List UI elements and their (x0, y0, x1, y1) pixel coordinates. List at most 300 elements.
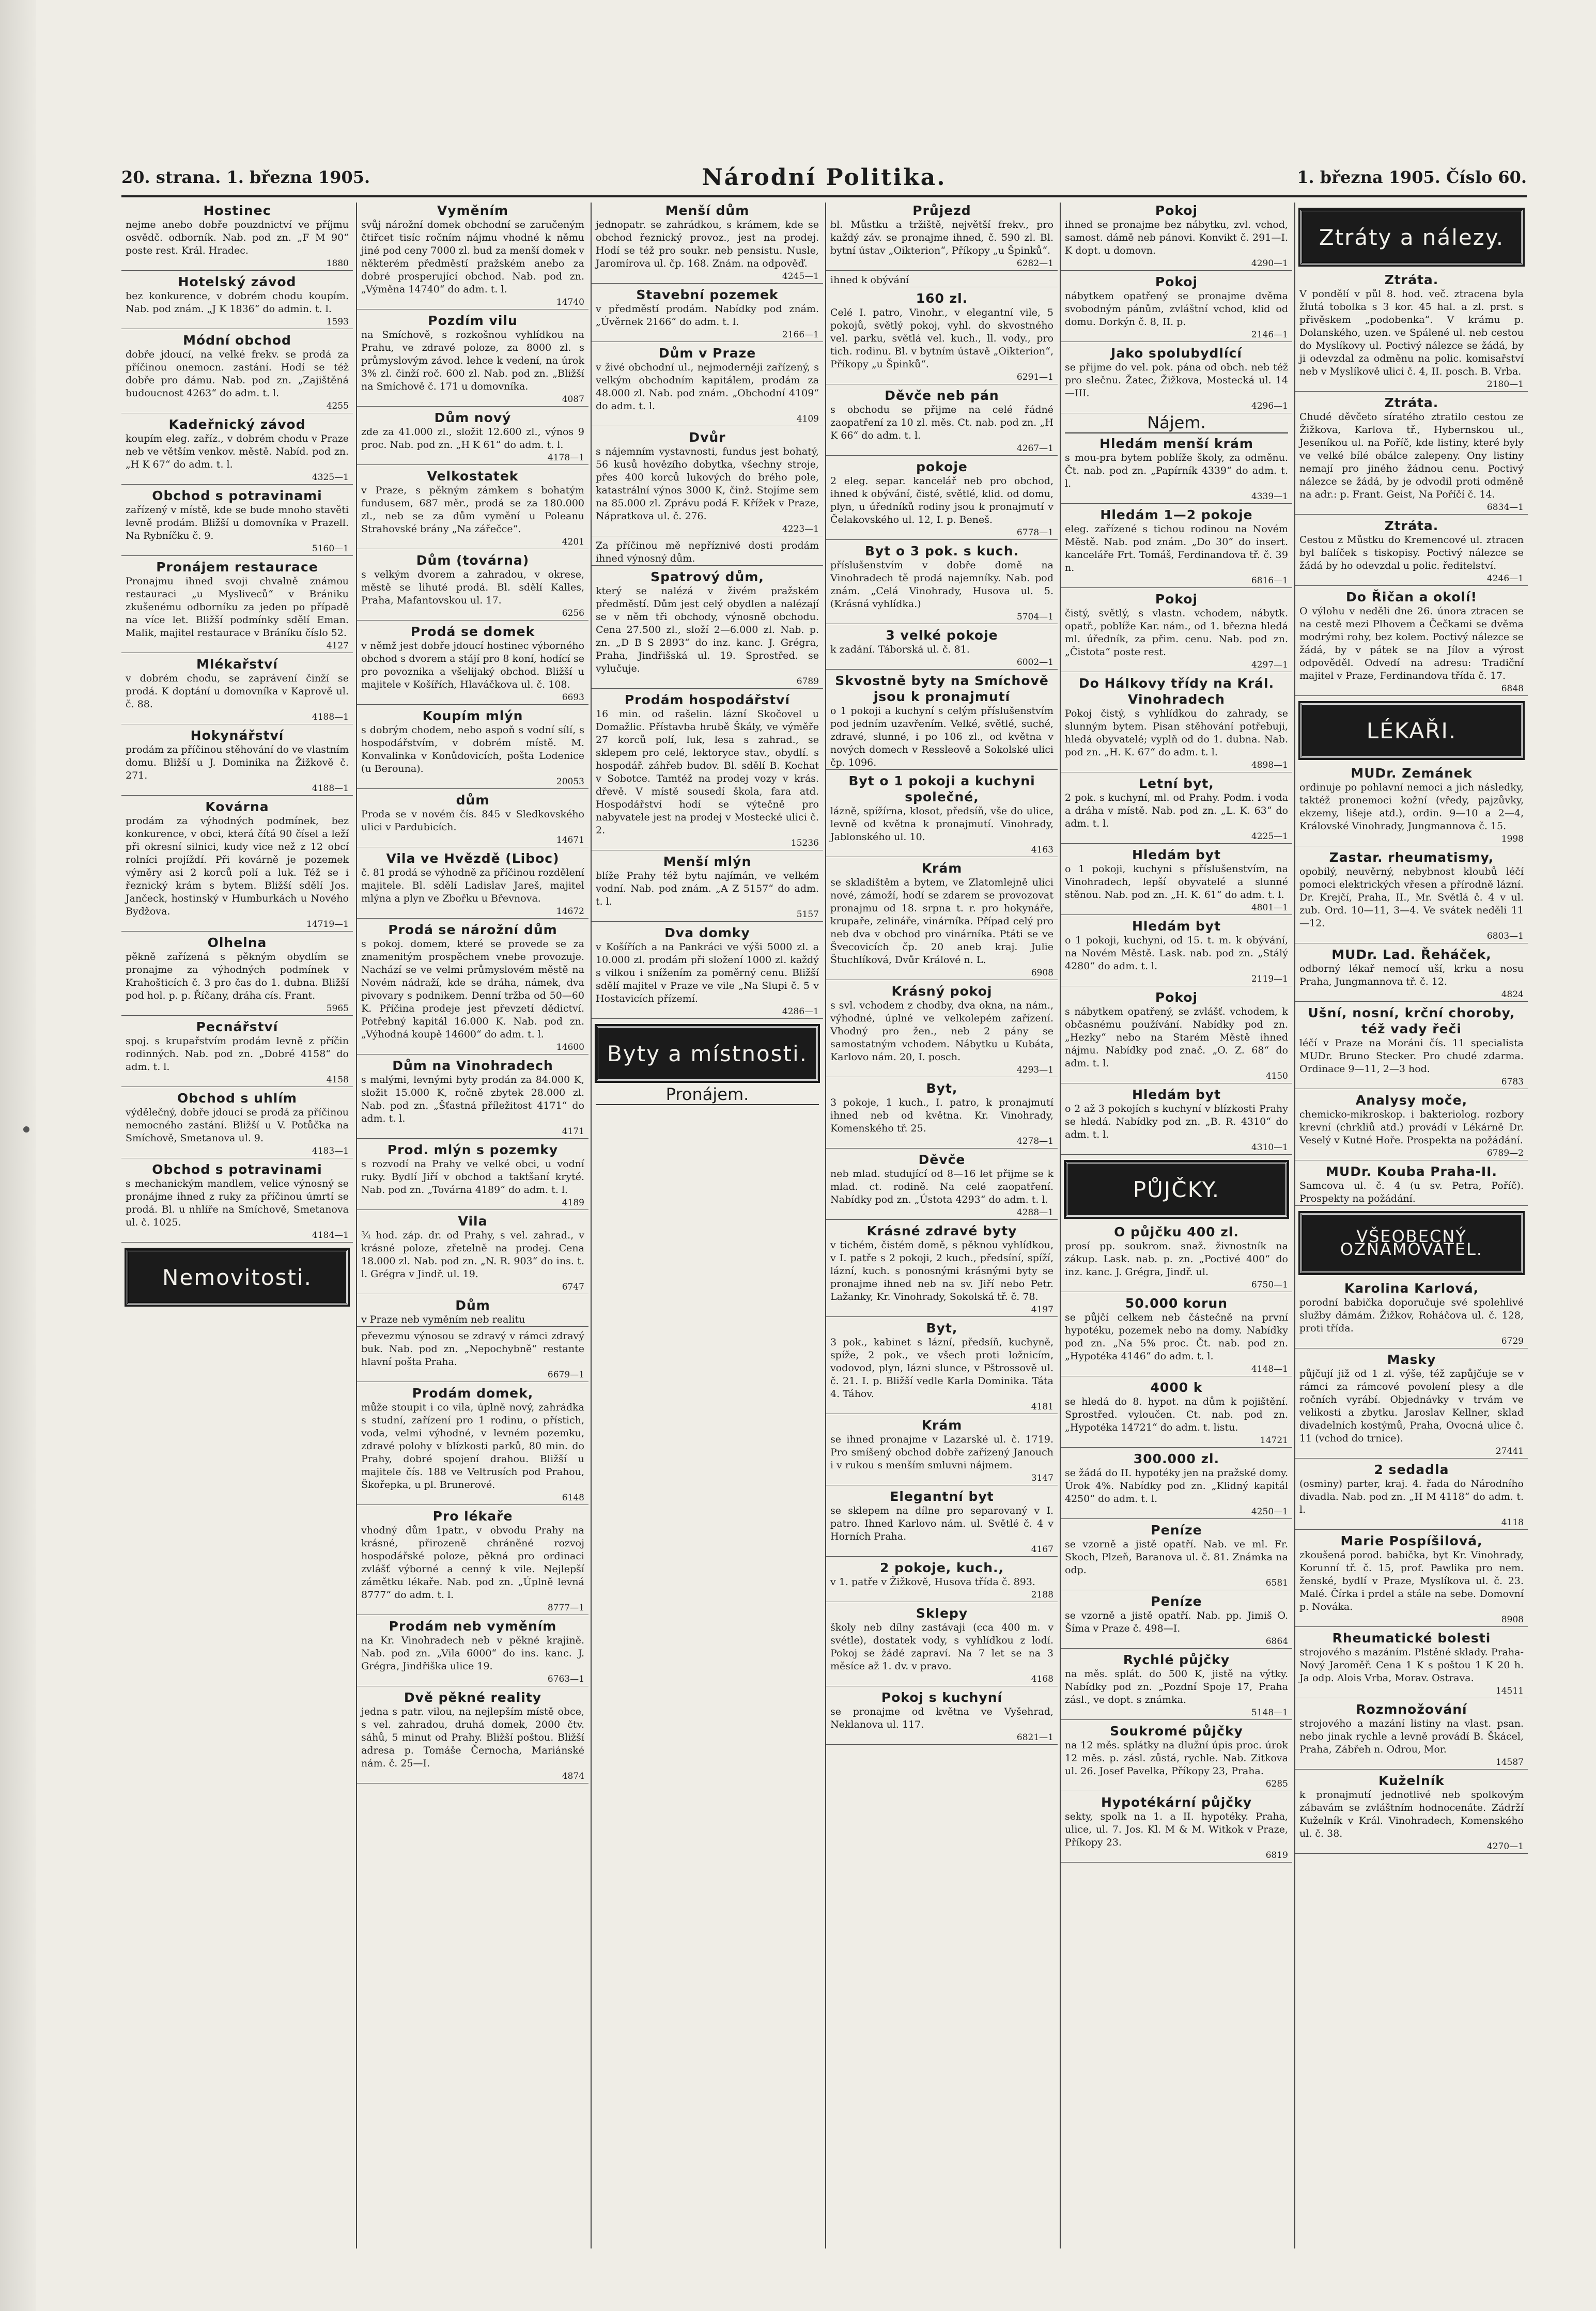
ad-text: zde za 41.000 zl., složit 12.600 zl., výnos 9 proc. Nab. pod zn. „H K 61“ do adm. t. l. (361, 426, 584, 451)
ad-text: se skladištěm a bytem, ve Zlatomlejně ulici nové, zámoží, hodí se zdarem se provozovat pronajmu od 18. srpna t. r. pro hokynáře, krupaře, zelináře, vinárníka. Případ celý pro neb dva v obchod pro vinárníka. Ptáti se ve Švecovicích čp. 20 aneb kraj. Julie Štuchlíková, Dvůr Králové n. L. (830, 877, 1053, 966)
ad-text: Celé I. patro, Vinohr., v elegantní vile, 5 pokojů, světlý pokoj, vyhl. do skvostného vel. parku, světlá vel. kuch., ll. vody., pro tich. rodinu. Bl. v bytním ústavě „Oikterion“, Příkopy „u Špinků“. (830, 307, 1053, 370)
ad-number: 6679—1 (547, 1370, 584, 1380)
ad-number: 6581 (1265, 1578, 1288, 1588)
section-byty: Byty a místnosti. (597, 1026, 818, 1081)
ad-number: 6821—1 (1016, 1732, 1053, 1743)
column-4 (825, 203, 1058, 2248)
ad-heading: Hledám byt (1132, 1087, 1221, 1102)
ads-col-6b (1295, 765, 1528, 1206)
ad-heading: Hledám menší krám (1099, 436, 1253, 451)
ad-number: 14511 (1495, 1686, 1524, 1696)
ad-text: v tichém, čistém domě, s pěknou vyhlídkou, v I. patře s 2 pokoji, 2 kuch., předsíní, spíží, lázní, kuch. s ponosnými krásnými byty se pronajme ihned neb na sv. Jiří nebo Petr. Lažanky, Kr. Vinohrady, Sokolská tř. č. 78. (830, 1239, 1053, 1302)
ad-number: 15236 (791, 838, 819, 848)
ad-heading: Mlékařství (196, 657, 278, 672)
classified-ad (1295, 765, 1528, 846)
ad-heading: Hledám 1—2 pokoje (1100, 507, 1253, 522)
ad-text: se hledá do 8. hypot. na dům k pojištění. Sprostřed. vyloučen. Ct. nab. pod zn. „Hypotéka 14721“ do adm. t. listu. (1065, 1396, 1288, 1433)
classified-ad (592, 692, 823, 850)
ad-text: nejme anebo dobře pouzdnictví ve příjmu osvědč. odborník. Nab. pod zn. „F M 90“ poste rest. Král. Hradec. (126, 219, 349, 256)
ad-heading: Dům (továrna) (416, 553, 530, 568)
classified-ad (1295, 395, 1528, 515)
ad-heading: Jako spolubydlící (1111, 346, 1242, 361)
section-pujcky: PŮJČKY. (1066, 1162, 1287, 1217)
classified-ad (1295, 1701, 1528, 1770)
ad-heading: pokoje (916, 459, 968, 474)
ad-text: školy neb dílny zastávaji (cca 400 m. v svétle), dostatek vody, s vyhlídkou z lodí. Pokoj se žádé zapraví. Na 7 let se na 3 měsíce až 1. dv. v pravo. (830, 1622, 1053, 1672)
ad-heading: Dům v Praze (658, 346, 756, 361)
ad-number: 6256 (562, 608, 584, 618)
ad-text: v Praze neb vyměním neb realitu (361, 1314, 525, 1325)
ad-number: 14671 (556, 835, 584, 845)
column-3 (591, 203, 823, 2248)
ad-text: Proda se v novém čís. 845 v Sledkovského ulici v Pardubicích. (361, 809, 584, 833)
ad-text: může stoupit i co vila, úplně nový, zahrádka s studní, zařízení pro 1 rodinu, o přístich, voda, velmi výhodné, v levném pozemku, zdravé polohy v blízkosti parků, 80 min. do Prahy, dobré spojení drahou. Bližší u majitele čís. 188 ve Veltrusích pod Prahou, Škořepka, u pl. Brunerové. (361, 1402, 584, 1491)
ad-heading: Průjezd (912, 203, 971, 218)
ads-col-1a (121, 203, 353, 1243)
ad-text: jednopatr. se zahrádkou, s krámem, kde se obchod řeznický provoz., jest na prodej. Hodí se též pro soukr. neb pensistu. Nusle, Jaromírova ul. čp. 168. Znám. na odpověď. (596, 219, 819, 269)
classified-ad (121, 416, 353, 485)
ad-heading: Ztráta. (1384, 395, 1439, 410)
ad-heading: Krám (921, 861, 963, 876)
classified-ad (121, 559, 353, 653)
header-date-left: 20. strana. 1. března 1905. (121, 167, 370, 187)
classified-ad (357, 792, 588, 847)
classified-ad (121, 1161, 353, 1243)
ad-number: 4297—1 (1251, 660, 1288, 670)
ad-number: 6864 (1265, 1636, 1288, 1647)
ad-number: 8777—1 (547, 1603, 584, 1613)
ad-number: 2180—1 (1486, 379, 1524, 390)
ad-number: 6803—1 (1486, 931, 1524, 941)
ad-number: 6693 (562, 692, 584, 703)
ad-number: 1880 (326, 258, 349, 269)
classified-ad (357, 1508, 588, 1615)
ad-text: s svl. vchodem z chodby, dva okna, na nám., výhodné, úplné ve velkolepém zařízení. Vhodný pro žen., neb 2 pány se samostatným vchodem. Nábytku u Kubáta, Karlovo nám. 20, I. posch. (830, 1000, 1053, 1063)
ad-heading: Peníze (1151, 1523, 1202, 1538)
section-lekari: LÉKAŘI. (1300, 703, 1523, 758)
ad-number: 4255 (326, 401, 349, 411)
ad-number: 6285 (1265, 1779, 1288, 1789)
ad-text: o 1 pokoji a kuchyní s celým příslušenstvím pod jedním uzavřením. Velké, světlé, suché, zdravé, slunné, i po 106 zl., od května v nových domech v Ressleově a Sokolské ulici čp. 1096. (830, 705, 1053, 768)
ad-number: 5160—1 (312, 544, 349, 554)
classified-ad (1295, 589, 1528, 696)
classified-ad (826, 459, 1058, 540)
ad-heading: Menší dům (665, 203, 750, 218)
ad-heading: Pokoj (1155, 990, 1198, 1005)
ad-heading: Ztráta. (1384, 518, 1439, 533)
classified-ad (826, 543, 1058, 624)
ad-heading: Pokoj (1155, 274, 1198, 289)
ad-number: 5148—1 (1251, 1708, 1288, 1718)
classified-ad (1061, 203, 1292, 271)
ad-number: 4339—1 (1251, 491, 1288, 502)
classified-ad (826, 1320, 1058, 1414)
ad-heading: Kadeřnický závod (168, 417, 306, 432)
ad-number: 4167 (1031, 1544, 1053, 1555)
ad-text: (osminy) parter, kraj. 4. řada do Národního divadla. Nab. pod zn. „H M 4118“ do adm. t. l. (1299, 1478, 1524, 1515)
classified-ad (1061, 989, 1292, 1083)
section-oznamovatel: VŠEOBECNÝ OZNAMOVATEL. (1300, 1213, 1523, 1273)
ad-text: spoj. s krupařstvím prodám levně z příčin rodinných. Nab. pod zn. „Dobré 4158“ do adm. t. l. (126, 1035, 349, 1073)
classified-ad (1061, 918, 1292, 986)
classified-ad (1295, 1773, 1528, 1854)
classified-ad (826, 387, 1058, 456)
ad-text: se vzorně a jistě opatří. Nab. ve ml. Fr. Skoch, Plzeň, Baranova ul. č. 81. Známka na odp. (1065, 1539, 1288, 1576)
classified-ad (826, 1689, 1058, 1745)
ad-heading: Byt, (926, 1081, 958, 1096)
ad-number: 4118 (1501, 1517, 1524, 1528)
ad-number: 4183—1 (312, 1146, 349, 1156)
classified-ad (1295, 272, 1528, 392)
binding-margin (0, 0, 36, 2311)
ad-number: 4293—1 (1016, 1065, 1053, 1075)
ad-text: porodní babička doporučuje své spolehlivé služby dámám. Žižkov, Roháčova ul. č. 128, proti třída. (1299, 1297, 1524, 1334)
ad-heading: Do Hálkovy třídy na Král. Vinohradech (1078, 676, 1275, 707)
ad-number: 5704—1 (1016, 612, 1053, 622)
ad-number: 2188 (1031, 1590, 1053, 1600)
ad-number: 4898—1 (1251, 760, 1288, 770)
ad-number: 14587 (1495, 1757, 1524, 1767)
ad-heading: Ztráta. (1384, 272, 1439, 287)
column-5 (1060, 203, 1292, 2248)
classified-ad (826, 1152, 1058, 1220)
classified-ad (1061, 345, 1292, 413)
ad-number: 4245—1 (782, 271, 819, 282)
ad-text: 3 pok., kabinet s lázní, předsíň, kuchyně, spíže, 2 pok., ve všech proti ložnicím, vodovod, plyn, lázni slunce, v Pštrossově ul. č. 21. I. p. Bližší vedle Karla Dominika. Táta 4. Táhov. (830, 1337, 1053, 1400)
ad-text: se vzorně a jistě opatří. Nab. pp. Jimiš O. Šíma v Praze č. 498—I. (1065, 1610, 1288, 1634)
classified-ad (357, 708, 588, 789)
ad-heading: Vyměním (437, 203, 509, 218)
ad-heading: Hledám byt (1132, 919, 1221, 934)
ad-number: 4290—1 (1251, 258, 1288, 269)
ad-text: se přijme do vel. pok. pána od obch. neb též pro slečnu. Žatec, Žižkova, Mostecká ul. 14—III. (1065, 362, 1288, 399)
classified-ad (592, 569, 823, 689)
ad-text: v dobrém chodu, se zaprávení činží se prodá. K doptání u domovníka v Kaprově ul. č. 88. (126, 673, 349, 710)
classified-ad (592, 345, 823, 426)
ad-text: výdělečný, dobře jdoucí se prodá za příčinou nemocného zastání. Bližší u V. Potůčka na Smíchově, Smetanova ul. 9. (126, 1107, 349, 1144)
ad-text: neb mlad. studující od 8—16 let přijme se k mlad. ct. rodině. Na celé zaopatření. Nabídky pod zn. „Ústota 4293“ do adm. t. l. (830, 1168, 1053, 1205)
ad-heading: O půjčku 400 zl. (1114, 1224, 1239, 1239)
classified-ad (826, 203, 1058, 271)
ad-heading: Peníze (1151, 1594, 1202, 1609)
classified-ad (826, 1488, 1058, 1557)
ad-number: 4087 (562, 394, 584, 405)
ads-col-5b (1061, 436, 1292, 1155)
classified-ad (1295, 1092, 1528, 1160)
classified-ad (1061, 1593, 1292, 1649)
ad-heading: Pokoj (1155, 203, 1198, 218)
ad-text: s dobrým chodem, nebo aspoň s vodní sílí, s hospodářstvím, v dobrém místě. M. Konvalinka v Konůdovicích, pošta Lodenice (u Berouna). (361, 724, 584, 774)
classified-ad (121, 799, 353, 932)
classified-ad (357, 624, 588, 705)
ad-number: 6819 (1265, 1850, 1288, 1860)
ad-text: Pronajmu ihned svoji chvalně známou restauraci „u Mysliveců“ v Brániku zkušenému odborníku za jeden po případě na více let. Bližší podmínky sdělí Eman. Malik, majitel restaurace v Bráníku číslo 52. (126, 576, 349, 639)
ad-number: 4197 (1031, 1305, 1053, 1315)
ad-number: 4250—1 (1251, 1507, 1288, 1517)
ad-text: který se nalézá v živém pražském předměstí. Dům jest celý obydlen a nalézají se v něm tři obchody, výnosně obchodu. Cena 27.500 zl., složí 2—6.000 zl. Nab. p. zn. „D B S 2893“ do inz. kanc. J. Grégra, Praha, Jindřišská ul. 19. Sprostřed. se vylučuje. (596, 585, 819, 674)
ad-heading: Obchod s potravinami (152, 488, 322, 503)
ad-number: 4189 (562, 1198, 584, 1208)
ad-text: s nájemním vystavnosti, fundus jest bohatý, 56 kusů hovězího dobytka, všechny stroje, přes 400 korců lukových do brého pole, katastrální výnos 3000 K, činž. Stojíme sem na 85.000 zl. Zprávu podá F. Křížek v Praze, Nápratkova ul. č. 276. (596, 446, 819, 522)
ad-heading: Pozdím vilu (428, 313, 518, 328)
ad-heading: Vila (458, 1214, 488, 1229)
ad-text: opobilý, neuvěrný, nebybnost kloubů léčí pomoci elektrických vřesen a přírodně lázní. Dr. Krejčí, Praha, II., Mr. Světlá č. 4 v ul. zub. Ord. 10—11, 3—4. Ve svátek neděli 11—12. (1299, 866, 1524, 929)
ad-heading: Sklepy (916, 1606, 968, 1621)
ad-text: Za příčinou mě nepříznivé dosti prodám ihned výnosný dům. (596, 540, 819, 564)
ad-text: se sklepem na dílne pro separovaný v I. patro. Ihned Karlovo nám. ul. Světlé č. 4 v Horních Praha. (830, 1505, 1053, 1542)
ad-text: půjčují již od 1 zl. výše, též zapůjčuje se v rámci za rámcové povolení plesy a dle ročních vyrábí. Objednávky v trvám ve velikosti a zbytku. Jaroslav Kellner, sklad divadelních kostýmů, Praha, Ovocná ulice č. 11 (vchod do trnice). (1299, 1368, 1524, 1444)
ad-text: s mechanickým mandlem, velice výnosný se pronájme ihned z ruky za příčinou úmrtí se prodá. Bl. u nhlíře na Smíchově, Smetanova ul. č. 1025. (126, 1178, 349, 1228)
ad-number: 6763—1 (547, 1674, 584, 1684)
classified-ad (1061, 775, 1292, 844)
ad-text: s rozvodí na Prahy ve velké obci, u vodní ruky. Bydlí Jiří v obchod a taktšaní kryté. Nab. pod zn. „Továrna 4189“ do adm. t. l. (361, 1158, 584, 1196)
ad-number: 4188—1 (312, 783, 349, 794)
ad-text: čistý, světlý, s vlastn. vchodem, nábytk. opatř., poblíže Kar. nám., od 1. března hledá ml. úředník, za přim. cenu. Nab. pod zn. „Čistota“ poste rest. (1065, 608, 1288, 658)
ad-number: 14740 (556, 297, 584, 307)
ad-text: Samcova ul. č. 4 (u sv. Petra, Poříč). Prospekty na požádání. (1299, 1180, 1524, 1204)
ad-heading: 3 velké pokoje (886, 628, 998, 643)
ad-number: 4188—1 (312, 712, 349, 722)
classified-ad (1061, 847, 1292, 915)
ad-text: koupím eleg. zaříz., v dobrém chodu v Praze neb ve větším venkov. městě. Nabíd. pod zn. „H K 67“ do adm. t. l. (126, 433, 349, 470)
classified-ad (357, 1142, 588, 1210)
ad-number: 4310—1 (1251, 1142, 1288, 1153)
ad-heading: Analysy moče, (1355, 1093, 1468, 1108)
section-najem: Nájem. (1065, 416, 1288, 433)
ad-text: o 1 pokoji, kuchyni s příslušenstvím, na Vinohradech, lepší obyvatelé a slunné stěnou. Nab. pod zn. „H. K. 61“ do adm. t. l. (1065, 863, 1288, 901)
ad-text: s nábytkem opatřený, se zvlášť. vchodem, k občasnému používání. Nabídky pod zn. „Hezky“ nebo na Starém Městě ihned nájmu. Nabídky pod znač. „O. Z. 68“ do adm. t. l. (1065, 1006, 1288, 1069)
classified-ad (1295, 1280, 1528, 1348)
classified-ad (826, 274, 1058, 287)
ad-text: na Kr. Vinohradech neb v pěkné krajině. Nab. pod zn. „Vila 6000“ do ins. kanc. J. Grégra, Jindřiška ulice 19. (361, 1635, 584, 1672)
ad-number: 4223—1 (782, 524, 819, 534)
ad-number: 4163 (1031, 845, 1053, 855)
ad-number: 4225—1 (1251, 831, 1288, 842)
ad-heading: Hledám byt (1132, 847, 1221, 862)
ad-heading: Rychlé půjčky (1123, 1652, 1230, 1667)
classified-ad (357, 1330, 588, 1382)
ad-text: na 12 měs. splátky na dlužní úpis proc. úrok 12 měs. p. zásl. zůstá, rychle. Nab. Zitkova ul. 26. Josef Pavelka, Příkopy 23, Praha. (1065, 1740, 1288, 1777)
ad-text: sekty, spolk na 1. a II. hypotéky. Praha, ulice, ul. 7. Jos. Kl. M & M. Witkok v Praze, Příkopy 23. (1065, 1811, 1288, 1848)
ad-text: s mou-pra bytem poblíže školy, za odměnu. Čt. nab. pod zn. „Papírník 4339“ do adm. t. l. (1065, 452, 1288, 489)
ad-text: s malými, levnými byty prodán za 84.000 K, složit 15.000 K, ročně zbytek 28.000 zl. Nab. pod zn. „Šťastná příležitost 4171“ do adm. t. l. (361, 1074, 584, 1124)
ad-heading: dům (456, 793, 490, 808)
ad-text: pěkně zařízená s pěkným obydlím se pronajme za výhodných podmínek v Krahošticích č. 3 pro čas do 1. dubna. Bližší pod hol. p. p. Říčany, dráha cís. Frant. (126, 951, 349, 1001)
ad-text: 3 pokoje, 1 kuch., I. patro, k pronajmutí ihned neb od května. Kr. Vinohrady, Komenského tř. 25. (830, 1097, 1053, 1134)
ad-heading: Masky (1387, 1352, 1436, 1367)
ad-heading: Zastar. rheumatismy, (1329, 850, 1494, 865)
classified-ad (121, 1019, 353, 1087)
ad-number: 1593 (326, 317, 349, 327)
ad-text: eleg. zařízené s tichou rodinou na Novém Městě. Nab. pod znám. „Do 30“ do insert. kanceláře Frt. Tomáš, Ferdinandova tř. č. 39 n. (1065, 523, 1288, 573)
ads-col-5a (1061, 203, 1292, 413)
ad-heading: 2 sedadla (1374, 1462, 1449, 1477)
classified-ad (826, 860, 1058, 980)
classified-ad (357, 203, 588, 309)
ad-number: 4171 (562, 1126, 584, 1137)
ad-heading: MUDr. Zemánek (1351, 766, 1473, 781)
ad-heading: Ušní, nosní, krční choroby, též vady řeči (1308, 1005, 1515, 1036)
classified-ad (1061, 1723, 1292, 1791)
ad-heading: Stavební pozemek (636, 287, 779, 302)
ad-number: 6148 (562, 1493, 584, 1503)
ad-heading: Do Řičan a okolí! (1345, 590, 1478, 604)
ad-text: č. 81 prodá se výhodně za příčinou rozdělení majitele. Bl. sdělí Ladislav Jareš, majitel mlýna a plyn ve Zbořku u Břevnova. (361, 867, 584, 904)
classified-ad (1061, 507, 1292, 588)
ad-number: 6747 (562, 1282, 584, 1292)
classified-ad (1061, 591, 1292, 672)
ad-text: lázně, spížírna, klosot, předsíň, vše do ulice, levně od května k pronajmutí. Vinohrady, Jablonského ul. 10. (830, 805, 1053, 843)
classified-ad (1295, 947, 1528, 1002)
ad-number: 6291—1 (1016, 372, 1053, 382)
ad-number: 4150 (1265, 1071, 1288, 1081)
ad-heading: Pecnářství (196, 1019, 278, 1034)
ad-heading: Pro lékaře (432, 1509, 513, 1524)
ad-text: k pronajmutí jednotlivé neb spolkovým zábavám se zvláštním hodnocenáte. Zádrží Kuželník v Král. Vinohradech, Komenského ul. č. 38. (1299, 1789, 1524, 1839)
ad-text: na měs. splát. do 500 K, jistě na výtky. Nabídky pod zn. „Pozdní Spoje 17, Praha zásl., ve dopt. s známka. (1065, 1668, 1288, 1705)
classified-ad (592, 925, 823, 1019)
newspaper-title: Národní Politika. (702, 164, 947, 191)
classified-ad (357, 552, 588, 621)
ad-heading: Marie Pospíšilová, (1340, 1533, 1483, 1548)
ad-text: 2 eleg. separ. kancelář neb pro obchod, ihned k obývání, čisté, světlé, klid. od domu, plyn, u úředníků rodiny jsou k pronajmutí v Čelakovského ul. 12, I. p. Beneš. (830, 475, 1053, 525)
classified-ad (826, 290, 1058, 384)
ad-number: 6750—1 (1251, 1280, 1288, 1290)
ad-text: Cestou z Můstku do Kremencové ul. ztracen byl balíček s tiskopisy. Poctivý nálezce se žádá by ho odevzdal u polic. ředitelství. (1299, 534, 1524, 571)
classified-ad (357, 410, 588, 465)
ad-text: o 1 pokoji, kuchyni, od 15. t. m. k obývání, na Novém Městě. Lask. nab. pod zn. „Stálý 4280“ do adm. t. l. (1065, 935, 1288, 972)
classified-ad (1061, 1224, 1292, 1292)
ad-heading: 4000 k (1150, 1380, 1203, 1395)
ad-heading: Spatrový dům, (650, 569, 764, 584)
ad-number: 4824 (1501, 989, 1524, 1000)
ad-text: zkoušená porod. babička, byt Kr. Vinohrady, Korunní tř. č. 15, prof. Pawlika pro nem. ženské, bydlí v Praze, Myslíkova ul. č. 23. Malé. Čírka i prdel a stále na sebe. Domovní p. Nováka. (1299, 1549, 1524, 1612)
ads-col-6c (1295, 1280, 1528, 1854)
classified-ad (1295, 849, 1528, 943)
ad-text: nábytkem opatřený se pronajme dvěma svobodným pánům, zvláštní vchod, klid od domu. Dorkýn č. 8, II. p. (1065, 290, 1288, 328)
ad-heading: Rheumatické bolesti (1332, 1631, 1491, 1646)
classified-ad (826, 983, 1058, 1077)
ad-number: 2166—1 (782, 330, 819, 340)
classified-ad (357, 468, 588, 549)
ad-number: 27441 (1495, 1446, 1524, 1456)
classified-ad (121, 332, 353, 413)
ad-number: 4148—1 (1251, 1364, 1288, 1374)
classified-ad (826, 673, 1058, 770)
ad-heading: Kuželník (1378, 1773, 1445, 1788)
ad-number: 2119—1 (1251, 974, 1288, 984)
ad-number: 14600 (556, 1042, 584, 1052)
ad-text: se ihned pronajme v Lazarské ul. č. 1719. Pro smíšený obchod dobře zařízený Janouch i v rukou s menším smluvni nájmem. (830, 1434, 1053, 1471)
ad-text: v němž jest dobře jdoucí hostinec výborného obchod s dvorem a stájí pro 8 koní, hodící se pro povoznika a všelijaký obchod. Bližší u majitele v Košířích, Hlaváčkova ul. č. 108. (361, 640, 584, 690)
ad-heading: Dům na Vinohradech (392, 1058, 553, 1073)
ad-heading: Skvostně byty na Smíchově jsou k pronajmutí (835, 673, 1049, 704)
ad-heading: Letní byt, (1139, 776, 1214, 791)
classified-ad (121, 727, 353, 796)
ad-text: příslušenstvím v dobře domě na Vinohradech tě prodá najemníky. Nab. pod znám. „Celá Vinohrady, Husova ul. 5. (Krásná vyhlídka.) (830, 560, 1053, 610)
ad-text: se pronajme od května ve Vyšehrad, Neklanova ul. 117. (830, 1706, 1053, 1730)
ad-text: převezmu výnosou se zdravý v rámci zdravý buk. Nab. pod zn. „Nepochybně“ restante hlavní pošta Praha. (361, 1330, 584, 1368)
ad-number: 6834—1 (1486, 502, 1524, 513)
ad-text: ihned k obývání (830, 274, 909, 286)
ad-heading: MUDr. Kouba Praha-II. (1326, 1164, 1497, 1179)
ad-text: v předměstí prodám. Nabídky pod znám. „Úvěrnek 2166“ do adm. t. l. (596, 303, 819, 328)
classified-ad (1295, 1005, 1528, 1089)
ad-heading: Krásné zdravé byty (866, 1223, 1017, 1238)
ad-number: 6002—1 (1016, 657, 1053, 668)
classified-ad (121, 203, 353, 271)
classified-ad (1295, 1164, 1528, 1206)
ad-heading: Obchod s potravinami (152, 1162, 322, 1177)
ad-number: 4874 (562, 1771, 584, 1781)
ad-heading: Olhelna (207, 935, 267, 950)
ad-number: 14672 (556, 906, 584, 917)
ad-text: dobře jdoucí, na velké frekv. se prodá za příčinou onemocn. zastání. Hodí se též dobře pro dámu. Nab. pod zn. „Zajištěná budoucnost 4263“ do adm. t. l. (126, 349, 349, 399)
ads-col-5c (1061, 1224, 1292, 1863)
ad-heading: Rozmnožování (1356, 1702, 1467, 1717)
ad-text: na Smíchově, s rozkošnou vyhlídkou na Prahu, ve zdravé poloze, za 8000 zl. s průmyslovým závod. lehce k vedení, na úrok 3% zl. činží roč. 600 zl. Nab. pod zn. „Bližší na Smíchově č. 171 u domovníka. (361, 329, 584, 392)
ad-text: prosí pp. soukrom. snaž. živnostník na zákup. Lask. nab. p. zn. „Poctivé 400“ do inz. kanc. J. Grégra, Jindř. ul. (1065, 1240, 1288, 1278)
ad-number: 4184—1 (312, 1230, 349, 1240)
ad-text: 2 pok. s kuchyní, ml. od Prahy. Podm. i voda a dráha v místě. Nab. pod zn. „L. K. 63“ do adm. t. l. (1065, 792, 1288, 829)
ad-heading: Elegantní byt (890, 1489, 994, 1504)
ad-number: 6848 (1501, 684, 1524, 694)
ad-number: 4127 (326, 641, 349, 651)
column-6 (1294, 203, 1528, 2248)
classified-ad (826, 773, 1058, 857)
classified-ad (121, 935, 353, 1016)
classified-ad (121, 656, 353, 724)
ad-text: v Praze, s pěkným zámkem s bohatým fundusem, 687 měr., prodá se za 180.000 zl., neb se za dům vymění u Poleanu Strahovské brány „Na zářečce“. (361, 485, 584, 535)
classified-ad (826, 1223, 1058, 1317)
ad-number: 4288—1 (1016, 1207, 1053, 1218)
ad-text: v živé obchodní ul., nejmoderněji zařízený, s velkým obchodním kapitálem, prodám za 48.000 zl. Nab. pod znám. „Obchodní 4109“ do adm. t. l. (596, 362, 819, 412)
classified-ad (826, 1080, 1058, 1149)
ad-text: bez konkurence, v dobrém chodu koupím. Nab. pod znám. „J K 1836“ do admin. t. l. (126, 290, 349, 315)
classified-ad (1061, 1087, 1292, 1155)
ad-number: 5965 (326, 1003, 349, 1014)
classified-ad (1061, 1379, 1292, 1448)
ad-heading: Kovárna (205, 799, 269, 814)
ad-heading: Krásný pokoj (891, 984, 993, 999)
ad-text: prodám za příčinou stěhování do ve vlastním domu. Bližší u J. Dominika na Žižkově č. 271. (126, 744, 349, 781)
ad-number: 6282—1 (1016, 258, 1053, 269)
ad-heading: Pokoj s kuchyní (881, 1690, 1003, 1705)
ad-number: 14719—1 (306, 919, 349, 929)
ad-heading: Menší mlýn (663, 854, 752, 869)
section-pronajem: Pronájem. (596, 1088, 819, 1105)
ad-text: o 2 až 3 pokojích s kuchyní v blízkosti Prahy se hledá. Nabídky pod zn. „B. R. 4310“ do adm. t. l. (1065, 1103, 1288, 1140)
ad-text: V pondělí v půl 8. hod. več. ztracena byla žlutá tobolka s 3 kor. 45 hal. a zl. prst. s přivěskem „podobenka“. V krámu p. Dolanského, uzen. ve Spálené ul. neb cestou do Myslíkovy ul. Poctivý nálezce se žádá, by ji odevzdal za odměnu na polic. komisařství neb v Myslíkově ulici č. 4, II. posch. B. Vrba. (1299, 288, 1524, 377)
ad-number: 14721 (1260, 1435, 1288, 1446)
classified-ad (1061, 1295, 1292, 1376)
ad-heading: Děvče (918, 1152, 966, 1167)
ad-heading: Koupím mlýn (422, 708, 523, 723)
classified-ad (121, 488, 353, 556)
classified-ad (357, 1213, 588, 1294)
ad-heading: Velkostatek (427, 469, 519, 484)
ad-heading: Pokoj (1155, 592, 1198, 607)
ad-heading: Módní obchod (183, 333, 291, 348)
classified-ad (357, 1618, 588, 1686)
column-2 (356, 203, 588, 2248)
ad-number: 4325—1 (312, 472, 349, 483)
ad-heading: Prodá se nárožní dům (388, 922, 557, 937)
classified-ad (1295, 1352, 1528, 1459)
ads-col-2 (357, 203, 588, 1783)
classified-ad (357, 1689, 588, 1783)
ad-heading: Karolina Karlová, (1344, 1281, 1479, 1296)
